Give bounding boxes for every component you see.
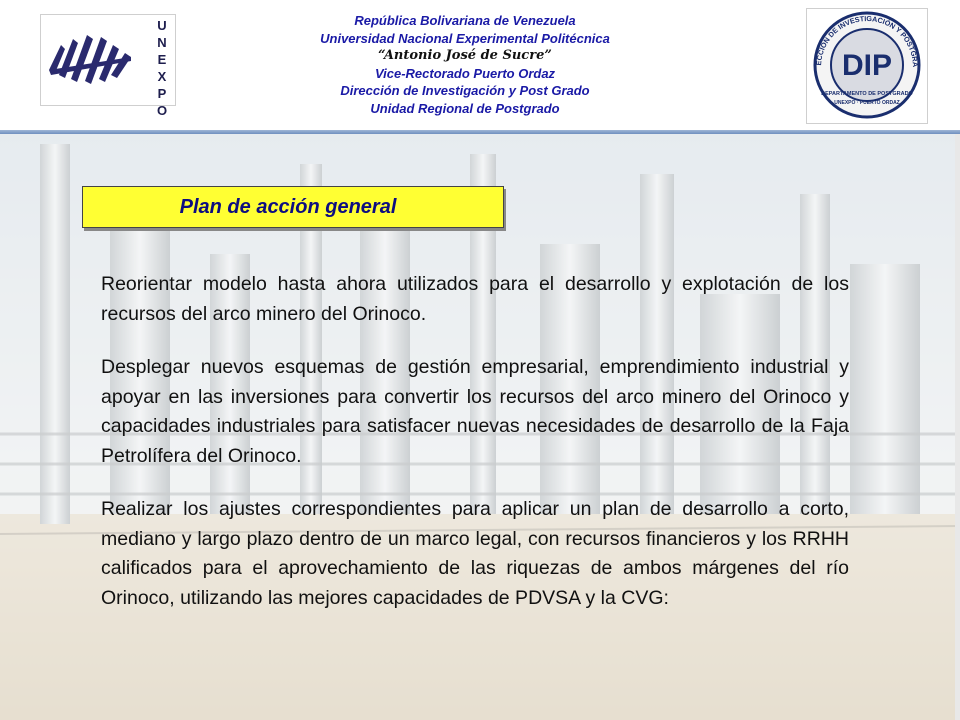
logo-letter: P (157, 86, 167, 101)
header-band (0, 0, 960, 130)
header-line-vice-rectorado: Vice-Rectorado Puerto Ordaz (374, 65, 556, 81)
logo-letter: N (157, 35, 167, 50)
seal-top-text: ECCIÓN DE INVESTIGACIÓN Y POSTGRA (813, 13, 921, 68)
unexpo-emblem-icon (41, 15, 151, 105)
header-line-university: Universidad Nacional Experimental Politécnica (320, 30, 610, 46)
institution-header (260, 12, 670, 117)
logo-letter: E (157, 52, 167, 67)
header-line-direccion: Dirección de Investigación y Post Grado (340, 83, 590, 98)
dip-logo (806, 8, 928, 124)
header-line-sucre: “Antonio José de Sucre” (378, 48, 552, 63)
logo-letter: O (156, 103, 168, 118)
slide-body (101, 270, 849, 637)
paragraph-desplegar: Desplegar nuevos esquemas de gestión empresarial, emprendimiento industrial y apoyar en las inversiones para convertir los recursos del arco minero del Orinoco y capacidades industriales para satisfacer nuevas necesidades de desarrollo de la Faja Petrolífera del Orinoco. (101, 356, 849, 467)
logo-letter: X (157, 69, 167, 84)
seal-bottom-text: DEPARTAMENTO DE POSTGRADO (821, 91, 913, 97)
slide-edge (955, 134, 960, 720)
unexpo-logo (40, 14, 176, 118)
paragraph-reorientar: Reorientar modelo hasta ahora utilizados para el desarrollo y explotación de los recursos del arco minero del Orinoco. (101, 273, 849, 325)
header-line-country: República Bolivariana de Venezuela (354, 13, 576, 28)
seal-footer-text: UNEXPO · PUERTO ORDAZ (834, 100, 900, 106)
seal-center-text: DIP (841, 49, 893, 82)
unexpo-letters (155, 17, 169, 119)
header-line-unidad: Unidad Regional de Postgrado (370, 100, 560, 116)
slide-title: Plan de acción general (179, 195, 397, 218)
logo-letter: U (157, 18, 167, 33)
dip-seal-icon (807, 9, 927, 123)
paragraph-realizar: Realizar los ajustes correspondientes para aplicar un plan de desarrollo a corto, mediano y largo plazo dentro de un marco legal, con recursos financieros y los RRHH calificados para el aprovechamiento de las riquezas de ambos márgenes del río Orinoco, utilizando las mejores capacidades de PDVSA y la CVG: (101, 498, 849, 609)
slide-title-box (82, 186, 504, 228)
